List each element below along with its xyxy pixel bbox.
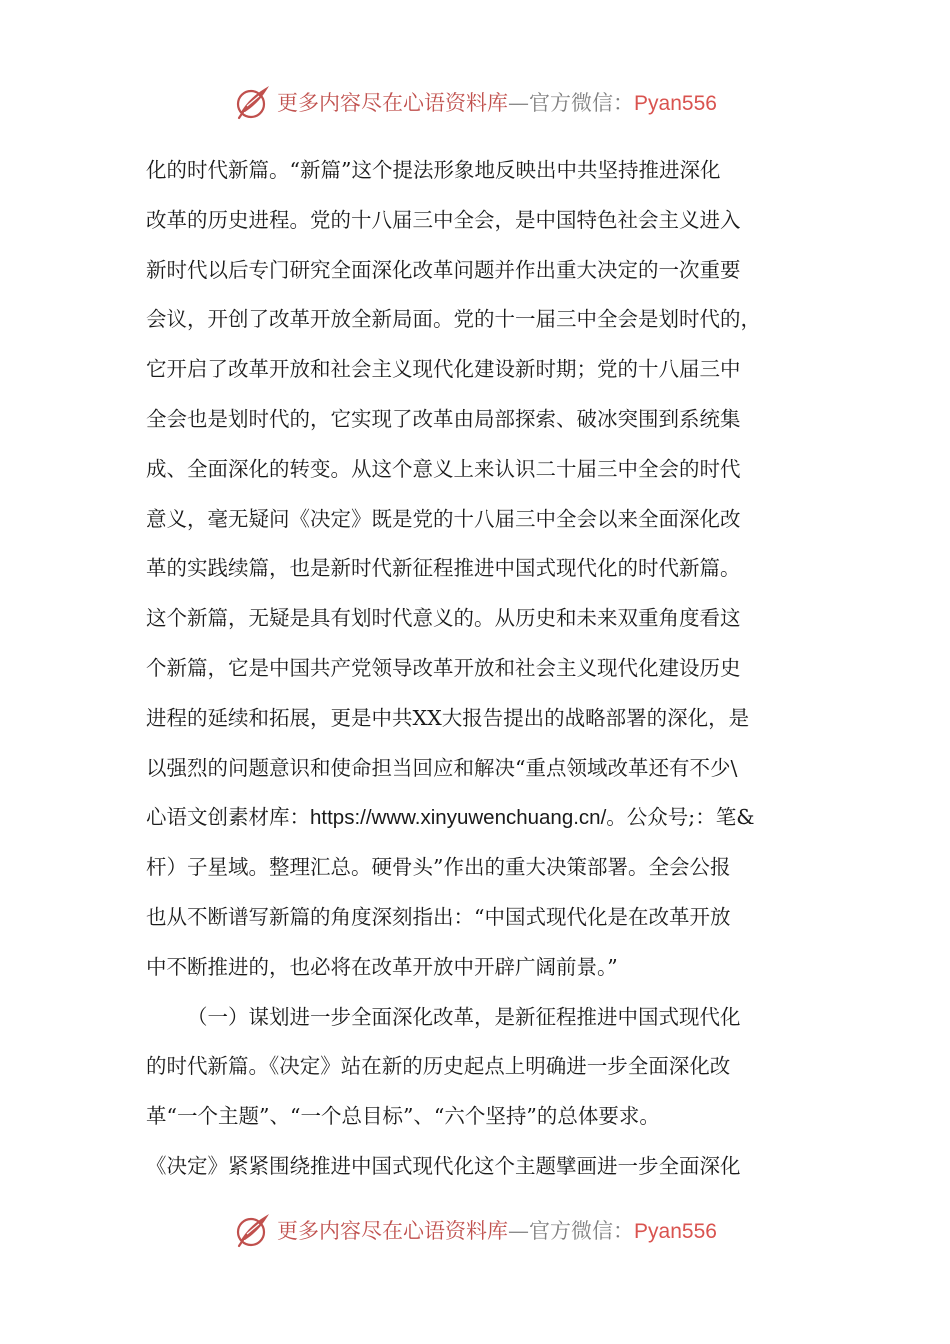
- body-line: 也从不断谱写新篇的角度深刻指出：“中国式现代化是在改革开放: [146, 904, 731, 929]
- quill-logo-icon: [233, 1210, 273, 1250]
- banner-main-text: 更多内容尽在心语资料库: [277, 1219, 509, 1243]
- body-line: 《决定》紧紧围绕推进中国式现代化这个主题擘画进一步全面深化: [146, 1153, 741, 1178]
- banner-wechat-id: Pyan556: [634, 1220, 717, 1243]
- body-line: 全会也是划时代的，它实现了改革由局部探索、破冰突围到系统集: [146, 406, 741, 431]
- banner-dash: —: [508, 1219, 530, 1243]
- document-body: [146, 146, 810, 1192]
- body-line: 杆）子星域。整理汇总。硬骨头”作出的重大决策部署。全会公报: [146, 855, 731, 880]
- body-line: 进程的延续和拓展，更是中共XX大报告提出的战略部署的深化，是: [146, 705, 750, 730]
- body-line: 它开启了改革开放和社会主义现代化建设新时期；党的十八届三中: [146, 357, 741, 382]
- banner-dash: —: [508, 91, 530, 115]
- banner-main-text: 更多内容尽在心语资料库: [277, 91, 509, 115]
- source-suffix: 。公众号;：笔&: [606, 805, 755, 830]
- quill-logo-icon: [233, 82, 273, 122]
- body-line: 以强烈的问题意识和使命担当回应和解决“重点领域改革还有不少\: [146, 755, 738, 780]
- body-line: 成、全面深化的转变。从这个意义上来认识二十届三中全会的时代: [146, 456, 741, 481]
- body-line: 新时代以后专门研究全面深化改革问题并作出重大决定的一次重要: [146, 257, 741, 282]
- footer-watermark-banner: [0, 1208, 950, 1252]
- banner-wechat-label: 官方微信：: [529, 1219, 635, 1243]
- source-line: [146, 793, 810, 843]
- body-line: 中不断推进的，也必将在改革开放中开辟广阔前景。”: [146, 954, 618, 979]
- section-heading-line: （一）谋划进一步全面深化改革，是新征程推进中国式现代化: [187, 1004, 741, 1029]
- body-line: 改革的历史进程。党的十八届三中全会，是中国特色社会主义进入: [146, 207, 741, 232]
- body-line: 革的实践续篇，也是新时代新征程推进中国式现代化的时代新篇。: [146, 556, 741, 581]
- banner-wechat-label: 官方微信：: [529, 91, 635, 115]
- body-line: 革“一个主题”、“一个总目标”、“六个坚持”的总体要求。: [146, 1104, 660, 1129]
- source-url-link[interactable]: https://www.xinyuwenchuang.cn/: [310, 806, 607, 830]
- body-line: 会议，开创了改革开放全新局面。党的十一届三中全会是划时代的，: [146, 307, 761, 332]
- body-line: 的时代新篇。《决定》站在新的历史起点上明确进一步全面深化改: [146, 1054, 731, 1079]
- body-line: 个新篇，它是中国共产党领导改革开放和社会主义现代化建设历史: [146, 655, 741, 680]
- banner-text: [277, 1215, 717, 1245]
- source-prefix: 心语文创素材库：: [146, 805, 310, 830]
- header-watermark-banner: [0, 80, 950, 124]
- body-line: 意义，毫无疑问《决定》既是党的十八届三中全会以来全面深化改: [146, 506, 741, 531]
- banner-text: [277, 87, 717, 117]
- banner-wechat-id: Pyan556: [634, 92, 717, 115]
- body-line: 这个新篇，无疑是具有划时代意义的。从历史和未来双重角度看这: [146, 606, 741, 631]
- body-line: 化的时代新篇。“新篇”这个提法形象地反映出中共坚持推进深化: [146, 158, 721, 182]
